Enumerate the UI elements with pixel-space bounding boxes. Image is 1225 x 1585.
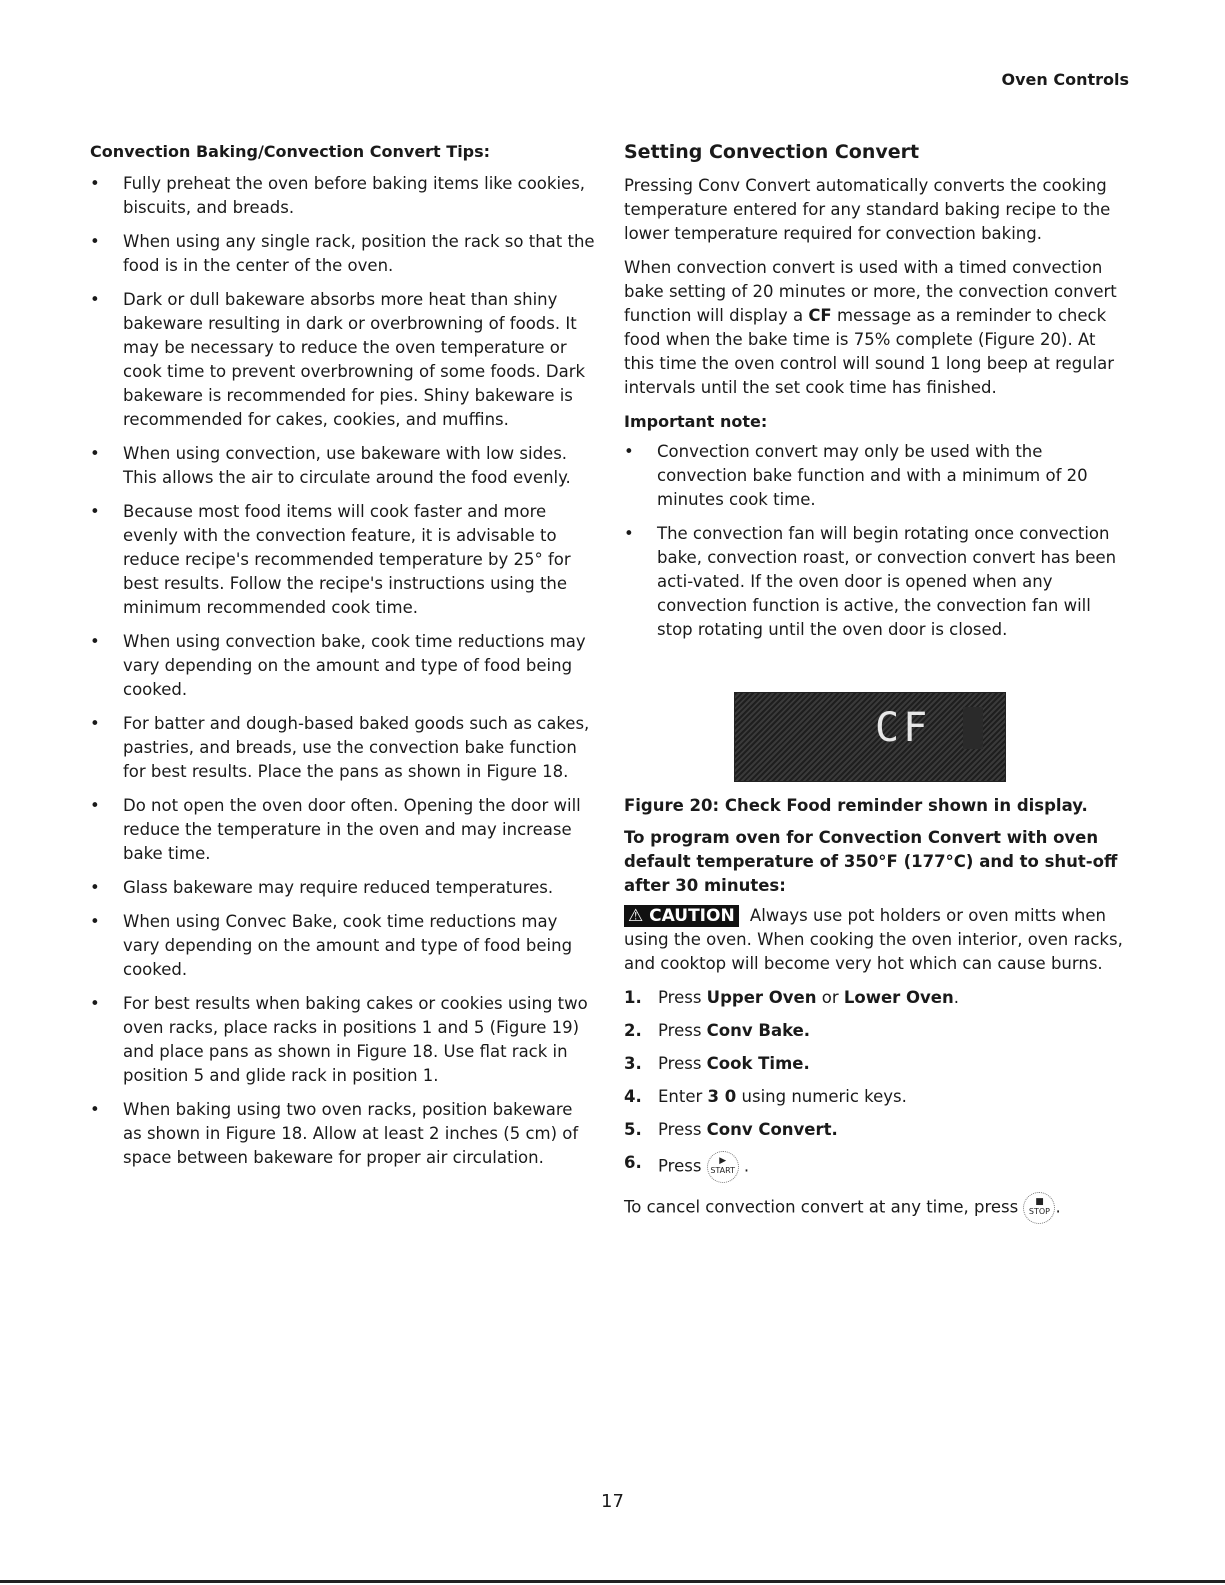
bullet-dot-icon: • bbox=[90, 912, 100, 931]
page-header-title: Oven Controls bbox=[1001, 70, 1129, 89]
bullet-dot-icon: • bbox=[624, 442, 634, 461]
figure-caption: Figure 20: Check Food reminder shown in display. bbox=[624, 796, 1088, 815]
left-column bbox=[90, 140, 595, 1180]
bullet-text: Convection convert may only be used with the convection bake function and with a minimum of 20 minutes cook time. bbox=[657, 442, 1088, 509]
bullet-dot-icon: • bbox=[90, 878, 100, 897]
cf-code: CF bbox=[808, 306, 832, 325]
display-segment bbox=[963, 707, 983, 749]
bullet-text: Dark or dull bakeware absorbs more heat than shiny bakeware resulting in dark or overbrowning of foods. It may be necessary to reduce the oven temperature or cook time to prevent overbrowning of some foods. Dark bakeware is recommended for pies. Shiny bakeware is recommended for cakes, cookies, and muffins. bbox=[123, 290, 586, 429]
bullet-text: For best results when baking cakes or cookies using two oven racks, place racks in positions 1 and 5 (Figure 19) and place pans as shown in Figure 18. Use flat rack in position 5 and glide rack in position 1. bbox=[123, 994, 588, 1085]
bullet-text: When using any single rack, position the rack so that the food is in the center of the oven. bbox=[123, 232, 595, 275]
bullet-dot-icon: • bbox=[90, 1100, 100, 1119]
bullet-text: Fully preheat the oven before baking items like cookies, biscuits, and breads. bbox=[123, 174, 586, 217]
bullet-dot-icon: • bbox=[90, 502, 100, 521]
caution-badge: ⚠ CAUTION bbox=[624, 905, 739, 927]
page-number: 17 bbox=[601, 1491, 624, 1512]
bullet-item bbox=[90, 230, 595, 278]
bullet-text: When using Convec Bake, cook time reductions may vary depending on the amount and type of food being cooked. bbox=[123, 912, 573, 979]
bullet-text: Glass bakeware may require reduced temperatures. bbox=[123, 878, 554, 897]
bullet-text: Do not open the oven door often. Opening the door will reduce the temperature in the oven and may increase bake time. bbox=[123, 796, 581, 863]
bullet-item bbox=[90, 910, 595, 982]
bullet-text: For batter and dough-based baked goods such as cakes, pastries, and breads, use the convection bake function for best results. Place the pans as shown in Figure 18. bbox=[123, 714, 590, 781]
caution-paragraph: ⚠ CAUTION Always use pot holders or oven mitts when using the oven. When cooking the oven interior, oven racks, and cooktop will become very hot which can cause burns. bbox=[624, 906, 1123, 973]
bullet-dot-icon: • bbox=[90, 796, 100, 815]
display-figure bbox=[734, 692, 1006, 782]
step-item: 4. Enter 3 0 using numeric keys. bbox=[624, 1087, 907, 1106]
important-list bbox=[624, 440, 1129, 642]
bullet-item bbox=[90, 288, 595, 432]
bullet-item bbox=[624, 522, 1129, 642]
step-6 bbox=[624, 1151, 1129, 1183]
bullet-item bbox=[90, 794, 595, 866]
bullet-text: When baking using two oven racks, position bakeware as shown in Figure 18. Allow at least 2 inches (5 cm) of space between bakeware for proper air circulation. bbox=[123, 1100, 579, 1167]
start-button-icon: ▶ START bbox=[707, 1151, 739, 1183]
bullet-item bbox=[90, 712, 595, 784]
cancel-paragraph: To cancel convection convert at any time, press ■ STOP . bbox=[624, 1192, 1129, 1224]
bullet-item bbox=[90, 992, 595, 1088]
bullet-text: Because most food items will cook faster and more evenly with the convection feature, it is advisable to reduce recipe's recommended temperature by 25° for best results. Follow the recipe's instructions using the minimum recommended cook time. bbox=[123, 502, 571, 617]
step-item: 1. Press Upper Oven or Lower Oven. bbox=[624, 988, 959, 1007]
tips-list bbox=[90, 172, 595, 1170]
bullet-dot-icon: • bbox=[624, 524, 634, 543]
bullet-text: When using convection bake, cook time reductions may vary depending on the amount and type of food being cooked. bbox=[123, 632, 586, 699]
important-note-heading: Important note: bbox=[624, 412, 768, 431]
bullet-item bbox=[90, 630, 595, 702]
bullet-item bbox=[624, 440, 1129, 512]
bullet-dot-icon: • bbox=[90, 632, 100, 651]
stop-button-icon: ■ STOP bbox=[1023, 1192, 1055, 1224]
bullet-item bbox=[90, 876, 595, 900]
display-readout: CF bbox=[875, 705, 932, 751]
bullet-text: When using convection, use bakeware with low sides. This allows the air to circulate around the food evenly. bbox=[123, 444, 571, 487]
bullet-item bbox=[90, 172, 595, 220]
intro-paragraph: Pressing Conv Convert automatically converts the cooking temperature entered for any standard baking recipe to the lower temperature required for convection baking. bbox=[624, 176, 1111, 243]
bullet-dot-icon: • bbox=[90, 232, 100, 251]
tips-heading: Convection Baking/Convection Convert Tips: bbox=[90, 142, 491, 161]
step-item: 5. Press Conv Convert. bbox=[624, 1120, 838, 1139]
bullet-text: The convection fan will begin rotating once convection bake, convection roast, or convection convert has been acti-vated. If the oven door is opened when any convection function is active, the convection fan will stop rotating until the oven door is closed. bbox=[657, 524, 1117, 639]
section-title: Setting Convection Convert bbox=[624, 141, 920, 163]
bullet-dot-icon: • bbox=[90, 174, 100, 193]
bullet-item bbox=[90, 442, 595, 490]
bullet-item bbox=[90, 1098, 595, 1170]
step-item: 6. Press ▶ START . bbox=[624, 1151, 1129, 1183]
bullet-item bbox=[90, 500, 595, 620]
bullet-dot-icon: • bbox=[90, 994, 100, 1013]
program-heading: To program oven for Convection Convert with oven default temperature of 350°F (177°C) and to shut-off after 30 minutes: bbox=[624, 828, 1118, 895]
step-item: 2. Press Conv Bake. bbox=[624, 1021, 811, 1040]
steps-list bbox=[624, 986, 1129, 1142]
bullet-dot-icon: • bbox=[90, 444, 100, 463]
cf-paragraph: When convection convert is used with a timed convection bake setting of 20 minutes or more, the convection convert function will display a CF message as a reminder to check food when the bake time is 75% complete (Figure 20). At this time the oven control will sound 1 long beep at regular intervals until the set cook time has finished. bbox=[624, 258, 1117, 397]
right-column bbox=[624, 140, 1129, 1234]
bullet-dot-icon: • bbox=[90, 714, 100, 733]
step-item: 3. Press Cook Time. bbox=[624, 1054, 810, 1073]
bottom-rule bbox=[0, 1580, 1225, 1583]
bullet-dot-icon: • bbox=[90, 290, 100, 309]
